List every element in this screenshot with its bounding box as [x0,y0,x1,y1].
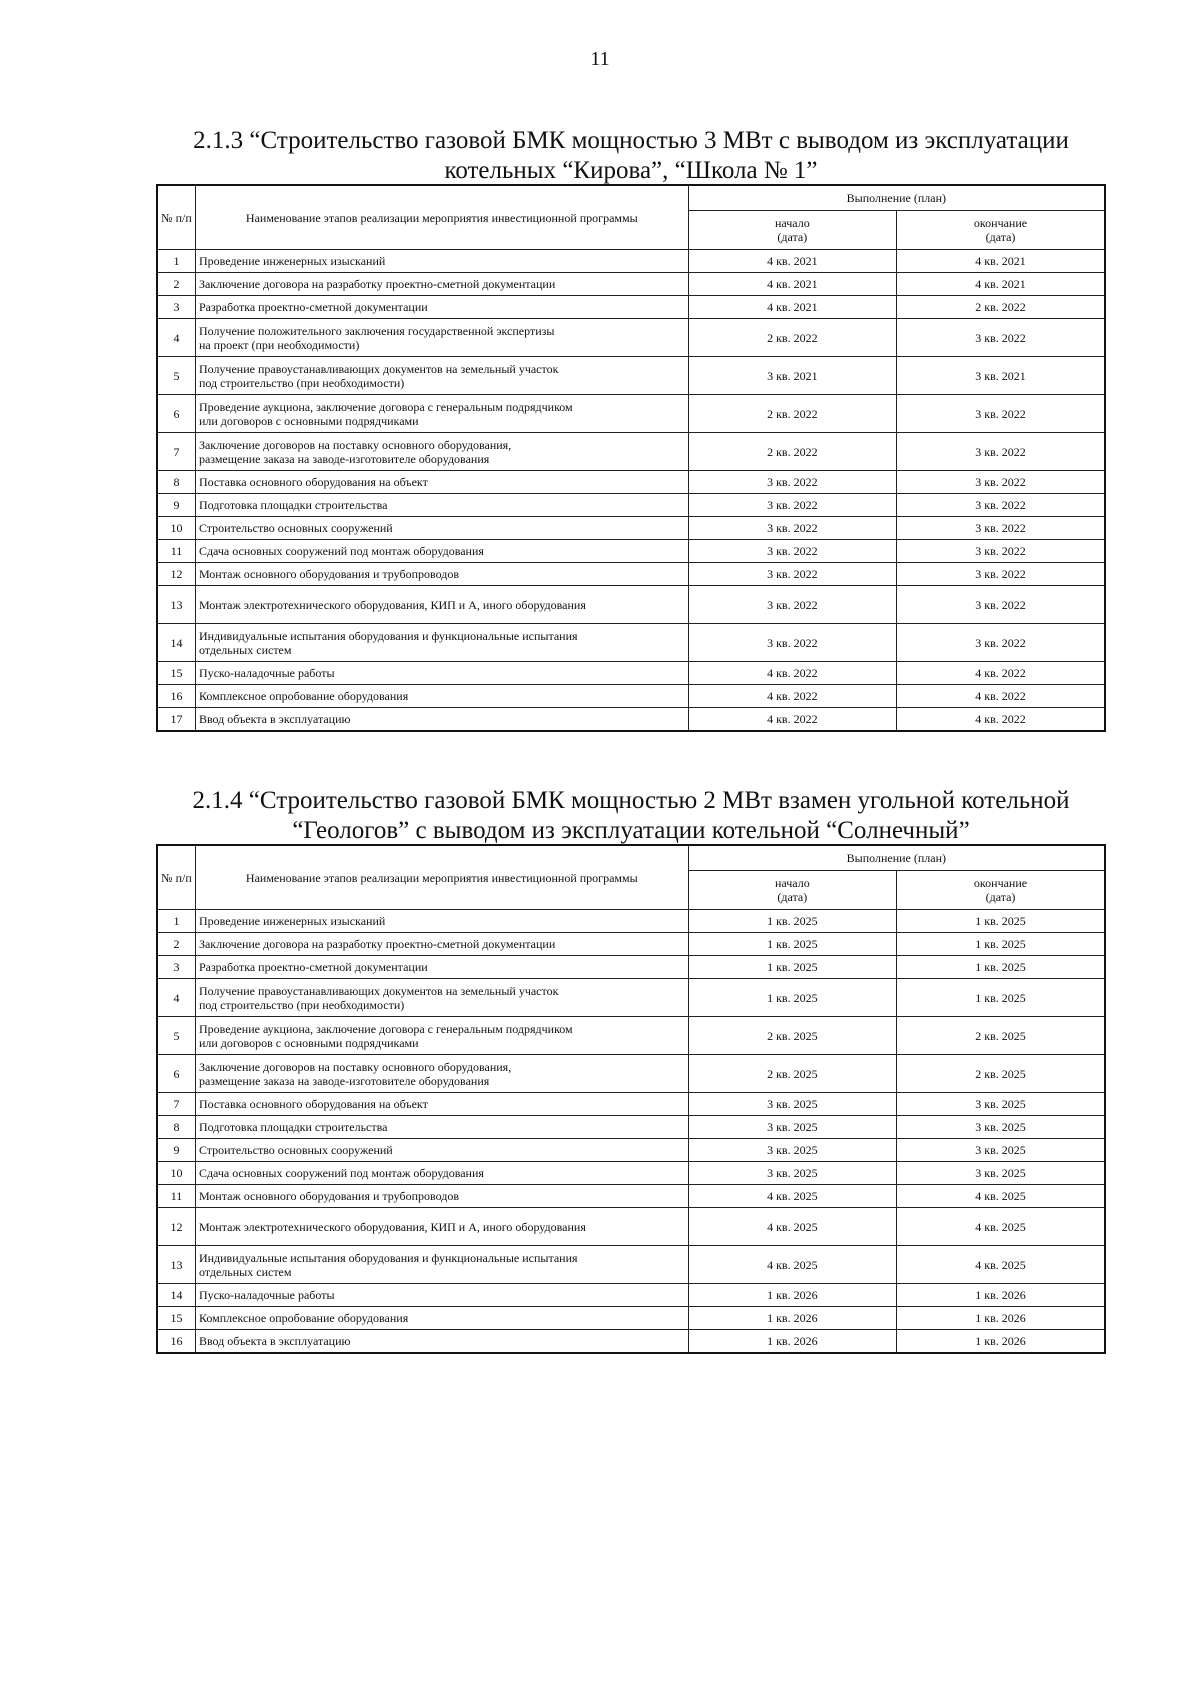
end-date: 3 кв. 2022 [897,494,1105,517]
table-row [157,1246,1105,1284]
section-title [101,126,1161,186]
end-date: 4 кв. 2025 [897,1185,1105,1208]
stage-name-line: Разработка проектно-сметной документации [198,960,428,974]
row-number: 7 [157,433,195,471]
row-number: 16 [157,685,195,708]
end-date: 3 кв. 2022 [897,540,1105,563]
row-number: 2 [157,933,195,956]
stage-name [195,1116,688,1139]
stage-name [195,357,688,395]
row-number: 15 [157,662,195,685]
start-date: 1 кв. 2026 [688,1330,896,1353]
stage-name-line: Монтаж электротехнического оборудования, КИП и А, иного оборудования [198,597,586,612]
section-title-line1: 2.1.3 “Строительство газовой БМК мощностью 3 МВт с выводом из эксплуатации [193,127,1069,154]
stage-name-line: Ввод объекта в эксплуатацию [198,1333,351,1348]
row-number: 2 [157,273,195,296]
start-date: 1 кв. 2025 [688,979,896,1017]
start-date: 1 кв. 2026 [688,1307,896,1330]
table-row [157,357,1105,395]
start-date: 4 кв. 2025 [688,1185,896,1208]
end-date: 3 кв. 2022 [897,624,1105,662]
stage-name-line: отдельных систем [198,642,292,657]
stage-name [195,956,688,979]
start-date: 4 кв. 2025 [688,1246,896,1284]
row-number: 17 [157,708,195,731]
table-row [157,1284,1105,1307]
stage-name [195,494,688,517]
table-row [157,1017,1105,1055]
header-end-sub: (дата) [985,890,1016,904]
stage-name [195,250,688,273]
row-number: 8 [157,1116,195,1139]
stage-name-line: Проведение аукциона, заключение договора с генеральным подрядчиком [198,1021,573,1036]
header-num: № п/п [157,185,195,250]
stage-name-line: Получение правоустанавливающих документов на земельный участок [198,361,559,376]
end-date: 4 кв. 2022 [897,662,1105,685]
table-row [157,685,1105,708]
start-date: 2 кв. 2022 [688,395,896,433]
table-row [157,956,1105,979]
end-date: 3 кв. 2021 [897,357,1105,395]
row-number: 4 [157,979,195,1017]
start-date: 3 кв. 2022 [688,624,896,662]
stage-name [195,1139,688,1162]
header-start [688,871,896,910]
start-date: 3 кв. 2025 [688,1116,896,1139]
stage-name [195,319,688,357]
start-date: 4 кв. 2022 [688,708,896,731]
stage-name-line: отдельных систем [198,1264,292,1279]
stage-name-line: Разработка проектно-сметной документации [198,300,428,314]
start-date: 2 кв. 2022 [688,433,896,471]
table-row [157,933,1105,956]
start-date: 4 кв. 2021 [688,250,896,273]
table-row [157,273,1105,296]
start-date: 4 кв. 2021 [688,296,896,319]
stage-name-line: Комплексное опробование оборудования [198,1311,409,1325]
start-date: 4 кв. 2022 [688,662,896,685]
stage-name [195,685,688,708]
stage-name [195,296,688,319]
stage-name [195,540,688,563]
table-row [157,1139,1105,1162]
table-row [157,540,1105,563]
end-date: 4 кв. 2021 [897,250,1105,273]
stage-name [195,471,688,494]
header-end [897,871,1105,910]
stage-name-line: Монтаж электротехнического оборудования, КИП и А, иного оборудования [198,1219,586,1234]
header-end [897,211,1105,250]
row-number: 1 [157,910,195,933]
row-number: 14 [157,624,195,662]
stage-name [195,708,688,731]
table-row [157,586,1105,624]
end-date: 1 кв. 2026 [897,1284,1105,1307]
end-date: 3 кв. 2022 [897,517,1105,540]
stage-name-line: на проект (при необходимости) [198,337,360,352]
stage-name-line: Монтаж основного оборудования и трубопроводов [198,1189,460,1203]
row-number: 3 [157,956,195,979]
row-number: 15 [157,1307,195,1330]
start-date: 2 кв. 2025 [688,1055,896,1093]
end-date: 1 кв. 2025 [897,910,1105,933]
end-date: 3 кв. 2022 [897,586,1105,624]
stage-name-line: Заключение договора на разработку проектно-сметной документации [198,277,556,291]
stage-name [195,1093,688,1116]
table-row [157,979,1105,1017]
table-body [157,250,1105,731]
start-date: 2 кв. 2025 [688,1017,896,1055]
start-date: 3 кв. 2022 [688,517,896,540]
start-date: 3 кв. 2025 [688,1093,896,1116]
stage-name-line: Индивидуальные испытания оборудования и функциональные испытания [198,1250,578,1265]
start-date: 3 кв. 2022 [688,540,896,563]
row-number: 16 [157,1330,195,1353]
end-date: 3 кв. 2025 [897,1139,1105,1162]
table-row [157,910,1105,933]
row-number: 13 [157,1246,195,1284]
page-number: 11 [590,48,610,70]
stage-name [195,1055,688,1093]
end-date: 4 кв. 2025 [897,1208,1105,1246]
section-2-1-3 [156,126,1106,732]
header-start-label: начало [774,216,810,230]
stage-name-line: размещение заказа на заводе-изготовителе оборудования [198,1073,490,1088]
row-number: 5 [157,1017,195,1055]
end-date: 2 кв. 2025 [897,1017,1105,1055]
table-row [157,708,1105,731]
stage-name-line: Получение правоустанавливающих документов на земельный участок [198,983,559,998]
end-date: 4 кв. 2021 [897,273,1105,296]
header-end-label: окончание [973,876,1028,890]
section-title-line2: “Геологов” с выводом из эксплуатации котельной “Солнечный” [292,817,970,844]
end-date: 1 кв. 2025 [897,956,1105,979]
row-number: 11 [157,1185,195,1208]
stage-name [195,433,688,471]
table-row [157,1330,1105,1353]
table-row [157,1185,1105,1208]
stage-name [195,1208,688,1246]
start-date: 1 кв. 2025 [688,933,896,956]
end-date: 3 кв. 2022 [897,563,1105,586]
stage-name-line: Монтаж основного оборудования и трубопроводов [198,567,460,581]
stage-name-line: Пуско-наладочные работы [198,1288,335,1302]
stage-name-line: Заключение договоров на поставку основного оборудования, [198,1059,512,1074]
stage-name [195,1246,688,1284]
header-execution: Выполнение (план) [688,845,1105,871]
end-date: 1 кв. 2026 [897,1330,1105,1353]
stage-name [195,395,688,433]
stage-name-line: под строительство (при необходимости) [198,997,405,1012]
stage-name [195,1017,688,1055]
table-row [157,395,1105,433]
end-date: 4 кв. 2025 [897,1246,1105,1284]
stage-name [195,586,688,624]
stage-name-line: Подготовка площадки строительства [198,498,388,512]
header-num: № п/п [157,845,195,910]
start-date: 4 кв. 2025 [688,1208,896,1246]
row-number: 8 [157,471,195,494]
start-date: 3 кв. 2025 [688,1162,896,1185]
stage-name [195,1185,688,1208]
stage-name-line: под строительство (при необходимости) [198,375,405,390]
stage-name-line: Сдача основных сооружений под монтаж оборудования [198,544,484,558]
row-number: 1 [157,250,195,273]
table-row [157,433,1105,471]
end-date: 3 кв. 2022 [897,395,1105,433]
start-date: 3 кв. 2022 [688,494,896,517]
stage-name-line: Сдача основных сооружений под монтаж оборудования [198,1166,484,1180]
header-start-sub: (дата) [777,230,808,244]
section-title-line2: котельных “Кирова”, “Школа № 1” [444,157,818,184]
table-row [157,1055,1105,1093]
header-end-sub: (дата) [985,230,1016,244]
table-row [157,624,1105,662]
stage-name-line: Подготовка площадки строительства [198,1120,388,1134]
table-row [157,1208,1105,1246]
stage-name [195,1162,688,1185]
start-date: 3 кв. 2025 [688,1139,896,1162]
stage-name-line: Строительство основных сооружений [198,521,393,535]
end-date: 1 кв. 2025 [897,933,1105,956]
stage-name-line: Ввод объекта в эксплуатацию [198,711,351,726]
row-number: 9 [157,494,195,517]
start-date: 4 кв. 2021 [688,273,896,296]
end-date: 3 кв. 2025 [897,1116,1105,1139]
end-date: 3 кв. 2022 [897,433,1105,471]
table-row [157,296,1105,319]
row-number: 10 [157,517,195,540]
table-row [157,1093,1105,1116]
row-number: 5 [157,357,195,395]
stage-name [195,624,688,662]
table-row [157,563,1105,586]
header-end-label: окончание [973,216,1028,230]
header-start-label: начало [774,876,810,890]
stage-name-line: или договоров с основными подрядчиками [198,1035,419,1050]
stage-name [195,273,688,296]
table-row [157,250,1105,273]
end-date: 1 кв. 2026 [897,1307,1105,1330]
section-title-line1: 2.1.4 “Строительство газовой БМК мощностью 2 МВт взамен угольной котельной [192,787,1070,814]
header-name: Наименование этапов реализации мероприятия инвестиционной программы [195,185,688,250]
table-row [157,662,1105,685]
stage-name-line: Индивидуальные испытания оборудования и функциональные испытания [198,628,578,643]
stage-name-line: размещение заказа на заводе-изготовителе оборудования [198,451,490,466]
stage-name-line: Проведение инженерных изысканий [198,254,386,268]
start-date: 3 кв. 2022 [688,586,896,624]
row-number: 13 [157,586,195,624]
header-name: Наименование этапов реализации мероприятия инвестиционной программы [195,845,688,910]
end-date: 3 кв. 2025 [897,1162,1105,1185]
end-date: 2 кв. 2022 [897,296,1105,319]
start-date: 1 кв. 2026 [688,1284,896,1307]
end-date: 3 кв. 2022 [897,471,1105,494]
end-date: 3 кв. 2025 [897,1093,1105,1116]
section-2-1-4 [156,786,1106,1354]
table-row [157,1162,1105,1185]
schedule-table [156,184,1106,732]
section-title [101,786,1161,846]
stage-name [195,563,688,586]
stage-name-line: Заключение договоров на поставку основного оборудования, [198,437,512,452]
stage-name [195,517,688,540]
row-number: 4 [157,319,195,357]
stage-name [195,1307,688,1330]
end-date: 4 кв. 2022 [897,685,1105,708]
schedule-table [156,844,1106,1354]
row-number: 3 [157,296,195,319]
stage-name [195,1330,688,1353]
row-number: 14 [157,1284,195,1307]
start-date: 3 кв. 2021 [688,357,896,395]
end-date: 1 кв. 2025 [897,979,1105,1017]
stage-name [195,662,688,685]
row-number: 7 [157,1093,195,1116]
table-row [157,517,1105,540]
start-date: 3 кв. 2022 [688,471,896,494]
start-date: 2 кв. 2022 [688,319,896,357]
row-number: 6 [157,395,195,433]
start-date: 3 кв. 2022 [688,563,896,586]
stage-name-line: Строительство основных сооружений [198,1143,393,1157]
table-body [157,910,1105,1353]
row-number: 9 [157,1139,195,1162]
end-date: 4 кв. 2022 [897,708,1105,731]
stage-name-line: Комплексное опробование оборудования [198,689,409,703]
start-date: 1 кв. 2025 [688,956,896,979]
row-number: 12 [157,1208,195,1246]
stage-name-line: Проведение аукциона, заключение договора с генеральным подрядчиком [198,399,573,414]
row-number: 10 [157,1162,195,1185]
start-date: 1 кв. 2025 [688,910,896,933]
table-row [157,319,1105,357]
header-execution: Выполнение (план) [688,185,1105,211]
table-row [157,471,1105,494]
stage-name-line: Поставка основного оборудования на объект [198,1097,428,1111]
end-date: 2 кв. 2025 [897,1055,1105,1093]
header-start-sub: (дата) [777,890,808,904]
stage-name [195,910,688,933]
row-number: 6 [157,1055,195,1093]
start-date: 4 кв. 2022 [688,685,896,708]
header-start [688,211,896,250]
stage-name-line: Пуско-наладочные работы [198,666,335,680]
stage-name [195,979,688,1017]
stage-name [195,933,688,956]
end-date: 3 кв. 2022 [897,319,1105,357]
stage-name-line: Получение положительного заключения государственной экспертизы [198,323,555,338]
table-row [157,494,1105,517]
stage-name-line: Проведение инженерных изысканий [198,914,386,928]
table-row [157,1116,1105,1139]
stage-name-line: или договоров с основными подрядчиками [198,413,419,428]
stage-name-line: Поставка основного оборудования на объект [198,475,428,489]
stage-name-line: Заключение договора на разработку проектно-сметной документации [198,937,556,951]
row-number: 12 [157,563,195,586]
table-row [157,1307,1105,1330]
stage-name [195,1284,688,1307]
row-number: 11 [157,540,195,563]
